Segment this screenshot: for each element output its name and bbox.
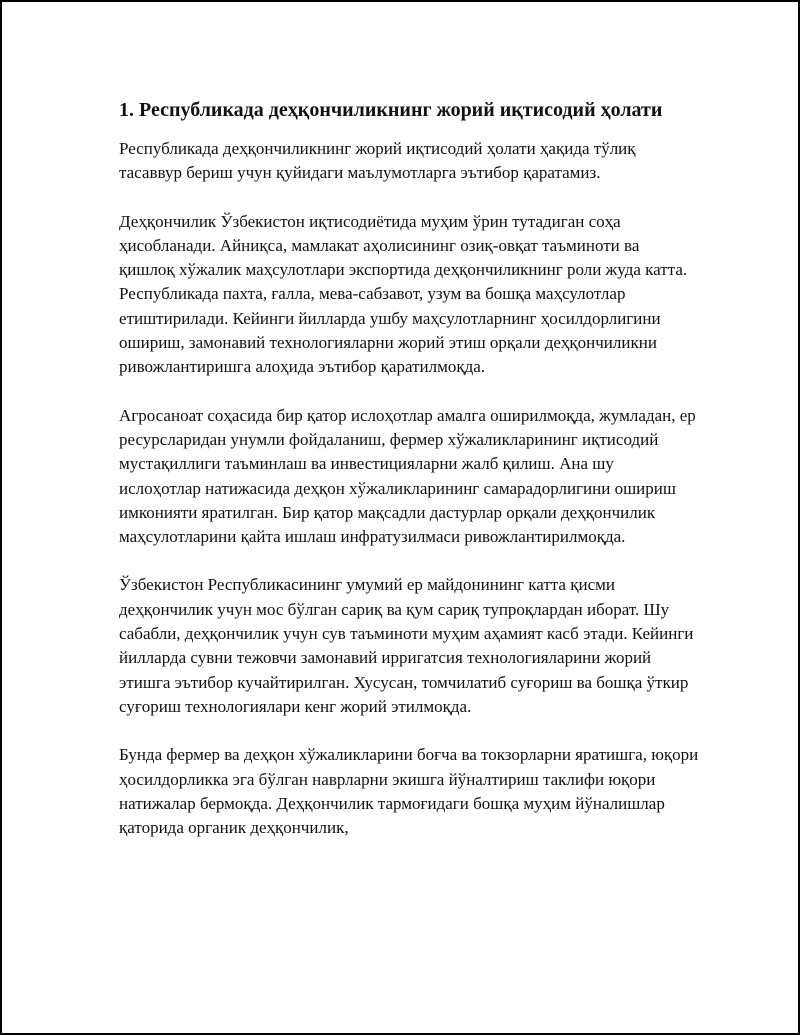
paragraph-5: Бунда фермер ва деҳқон хўжаликларини боғча ва токзорларни яратишга, юқори ҳосилдорликка эга бўлган наврларни экишга йўналтириш таклифи юқори натижалар бермоқда. Деҳқончилик тармоғидаги бошқа муҳим йўналишлар қаторида органик деҳқончилик, (119, 745, 699, 838)
paragraph-1: Республикада деҳқончиликнинг жорий иқтисодий ҳолати ҳақида тўлиқ тасаввур бериш учун қуйидаги маълумотларга эътибор қаратамиз. (119, 139, 636, 183)
section-heading: 1. Республикада деҳқончиликнинг жорий иқтисодий ҳолати (119, 99, 663, 121)
paragraph-3: Агросаноат соҳасида бир қатор ислоҳотлар амалга оширилмоқда, жумладан, ер ресурсларидан унумли фойдаланиш, фермер хўжаликларининг иқтисодий мустақиллиги таъминлаш ва инвестицияларни жалб қилиш. Ана шу ислоҳотлар натижасида деҳқон хўжаликларининг самарадорлигини ошириш имконияти яратилган. Бир қатор мақсадли дастурлар орқали деҳқончилик маҳсулотларини қайта ишлаш инфратузилмаси ривожлантирилмоқда. (119, 405, 696, 547)
document-body (119, 95, 699, 864)
paragraph-4: Ўзбекистон Республикасининг умумий ер майдонининг катта қисми деҳқончилик учун мос бўлган сариқ ва қум сариқ тупроқлардан иборат. Шу сабабли, деҳқончилик учун сув таъминоти муҳим аҳамият касб этади. Кейинги йилларда сувни тежовчи замонавий ирригатсия технологияларини жорий этишга эътибор кучайтирилган. Хусусан, томчилатиб суғориш ва бошқа ўткир суғориш технологиялари кенг жорий этилмоқда. (119, 575, 694, 716)
paragraph-2: Деҳқончилик Ўзбекистон иқтисодиётида муҳим ўрин тутадиган соҳа ҳисобланади. Айниқса, мамлакат аҳолисининг озиқ-овқат таъминоти ва қишлоқ хўжалик маҳсулотлари экспортида деҳқончиликнинг роли жуда катта. Республикада пахта, ғалла, мева-сабзавот, узум ва бошқа маҳсулотлар етиштирилади. Кейинги йилларда ушбу маҳсулотларнинг ҳосилдорлигини ошириш, замонавий технологияларни жорий этиш орқали деҳқончиликни ривожлантиришга алоҳида эътибор қаратилмоқда. (119, 211, 688, 377)
